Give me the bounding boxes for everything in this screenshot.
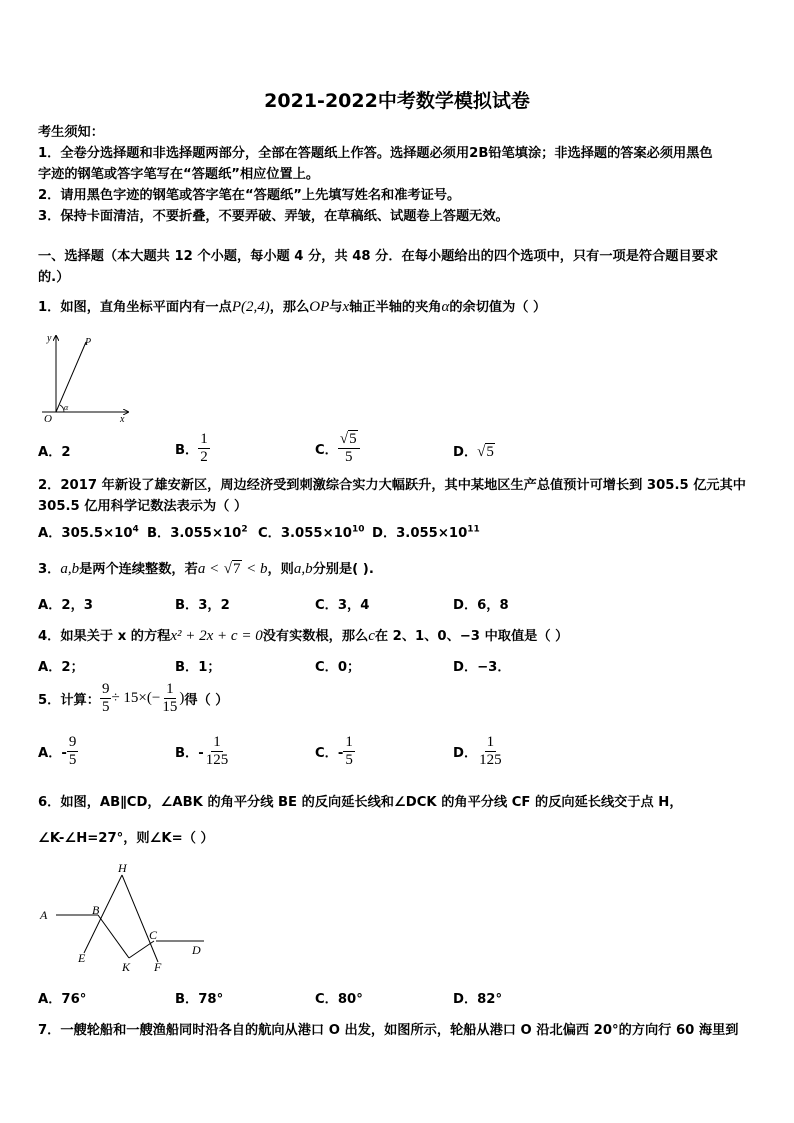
q1-fig-y: y: [47, 333, 52, 344]
question-2-line-2: 305.5 亿用科学记数法表示为（ ）: [38, 499, 248, 514]
notice-line-4: 3．保持卡面清洁，不要折叠，不要弄破、弄皱，在草稿纸、试题卷上答题无效。: [38, 209, 509, 224]
q1-mid1: ，那么: [269, 300, 310, 315]
q6-label-e: E: [78, 951, 86, 965]
question-1-stem: [38, 296, 546, 316]
q1-x: x: [342, 299, 350, 315]
q5-option-b: B．- $\frac{1}{125}$: [175, 734, 229, 768]
q6-label-a: A: [40, 908, 48, 922]
q1-mid3: 轴正半轴的夹角: [349, 300, 442, 315]
q3-option-b: B．3，2: [175, 598, 230, 613]
q6-label-k: K: [122, 960, 131, 974]
q6-option-b: B．78°: [175, 992, 224, 1007]
q6-option-d: D．82°: [453, 992, 503, 1007]
notice-line-2: 字迹的钢笔或答字笔写在“答题纸”相应位置上。: [38, 167, 320, 182]
q2-option-d: D．$3.055\times 10^{11}$: [372, 524, 480, 541]
q1-fig-x: x: [120, 414, 125, 425]
notice-heading: 考生须知：: [38, 125, 104, 140]
q1-option-c: C． $\frac{√5}{5}$: [315, 431, 360, 466]
q6-label-d: D: [192, 943, 201, 957]
q2-option-a: A．$305.5\times 10^4$: [38, 524, 139, 541]
question-3-stem: 3．a,b是两个连续整数，若a < √7 < b，则a,b分别是( ).: [38, 561, 374, 577]
q4-option-a: A．2；: [38, 660, 84, 675]
q6-label-b: B: [92, 903, 100, 917]
q1-mid2: 与: [329, 300, 343, 315]
q1-alpha: α: [441, 299, 450, 315]
q3-option-d: D．6，8: [453, 598, 509, 613]
q6-line-kc: [129, 941, 154, 958]
q1-fig-p: P: [85, 337, 92, 348]
q1-pre: 1．如图，直角坐标平面内有一点: [38, 300, 232, 315]
page-title: 2021-2022中考数学模拟试卷: [264, 90, 530, 112]
question-7-line-1: 7．一艘轮船和一艘渔船同时沿各自的航向从港口 O 出发，如图所示，轮船从港口 O 沿北偏西 20°的方向行 60 海里到: [38, 1023, 739, 1038]
q6-label-c: C: [149, 928, 158, 942]
q1-point: P(2,4): [231, 299, 270, 315]
q6-line-hf: [122, 875, 158, 962]
notice-line-1: 1．全卷分选择题和非选择题两部分，全部在答题纸上作答。选择题必须用2B铅笔填涂；非选择题的答案必须用黑色: [38, 146, 713, 161]
question-4-stem: 4．如果关于 x 的方程x² + 2x + c = 0没有实数根，那么c在 2、1、0、−3 中取值是（ ）: [38, 628, 569, 644]
question-2-line-1: 2．2017 年新设了雄安新区，周边经济受到刺激综合实力大幅跃升，其中某地区生产总值预计可增长到 305.5 亿元其中: [38, 478, 746, 493]
q6-label-f: F: [154, 960, 162, 974]
q1-option-a: A．2: [38, 445, 71, 460]
q2-option-c: C．$3.055\times 10^{10}$: [258, 524, 365, 541]
q1-coordinate-figure: [36, 330, 136, 425]
q6-line-bk: [98, 915, 129, 958]
q1-fig-o: O: [44, 413, 52, 425]
q1-option-d: D．√5: [453, 444, 494, 460]
question-5-stem: 5．计算： $\frac{9}{5}$ ÷ 15×(− $\frac{1}{15}$ )得（ ）: [38, 681, 229, 715]
q1-fig-alpha: α: [64, 403, 69, 412]
q1-op: OP: [309, 299, 330, 315]
q5-option-d: D． $\frac{1}{125}$: [453, 734, 502, 768]
notice-line-3: 2．请用黑色字迹的钢笔或答字笔在“答题纸”上先填写姓名和准考证号。: [38, 188, 461, 203]
q6-parallel-lines-figure: [36, 858, 216, 978]
question-6-line-2: ∠K-∠H=27°，则∠K=（ ）: [38, 831, 214, 846]
q4-option-c: C．0；: [315, 660, 361, 675]
q2-option-b: B．$3.055\times 10^2$: [147, 524, 248, 541]
q5-option-c: C．- $\frac{1}{5}$: [315, 734, 353, 768]
q1-option-b: B． $\frac{1}{2}$: [175, 431, 208, 465]
q3-option-a: A．2，3: [38, 598, 93, 613]
q4-option-d: D．−3．: [453, 660, 511, 675]
q6-line-he: [84, 875, 122, 953]
q3-option-c: C．3，4: [315, 598, 370, 613]
q6-option-a: A．76°: [38, 992, 87, 1007]
section-heading-line-2: 的.）: [38, 270, 70, 285]
q4-option-b: B．1；: [175, 660, 221, 675]
q6-label-h: H: [118, 861, 127, 875]
q5-option-a: A．- $\frac{9}{5}$: [38, 734, 77, 768]
question-6-line-1: 6．如图，AB∥CD，∠ABK 的角平分线 BE 的反向延长线和∠DCK 的角平分线 CF 的反向延长线交于点 H，: [38, 795, 683, 810]
q6-option-c: C．80°: [315, 992, 363, 1007]
q1-ray-op: [56, 342, 86, 412]
q1-post: 的余切值为（ ）: [449, 300, 547, 315]
section-heading-line-1: 一、选择题（本大题共 12 个小题，每小题 4 分，共 48 分．在每小题给出的四个选项中，只有一项是符合题目要求: [38, 249, 719, 264]
